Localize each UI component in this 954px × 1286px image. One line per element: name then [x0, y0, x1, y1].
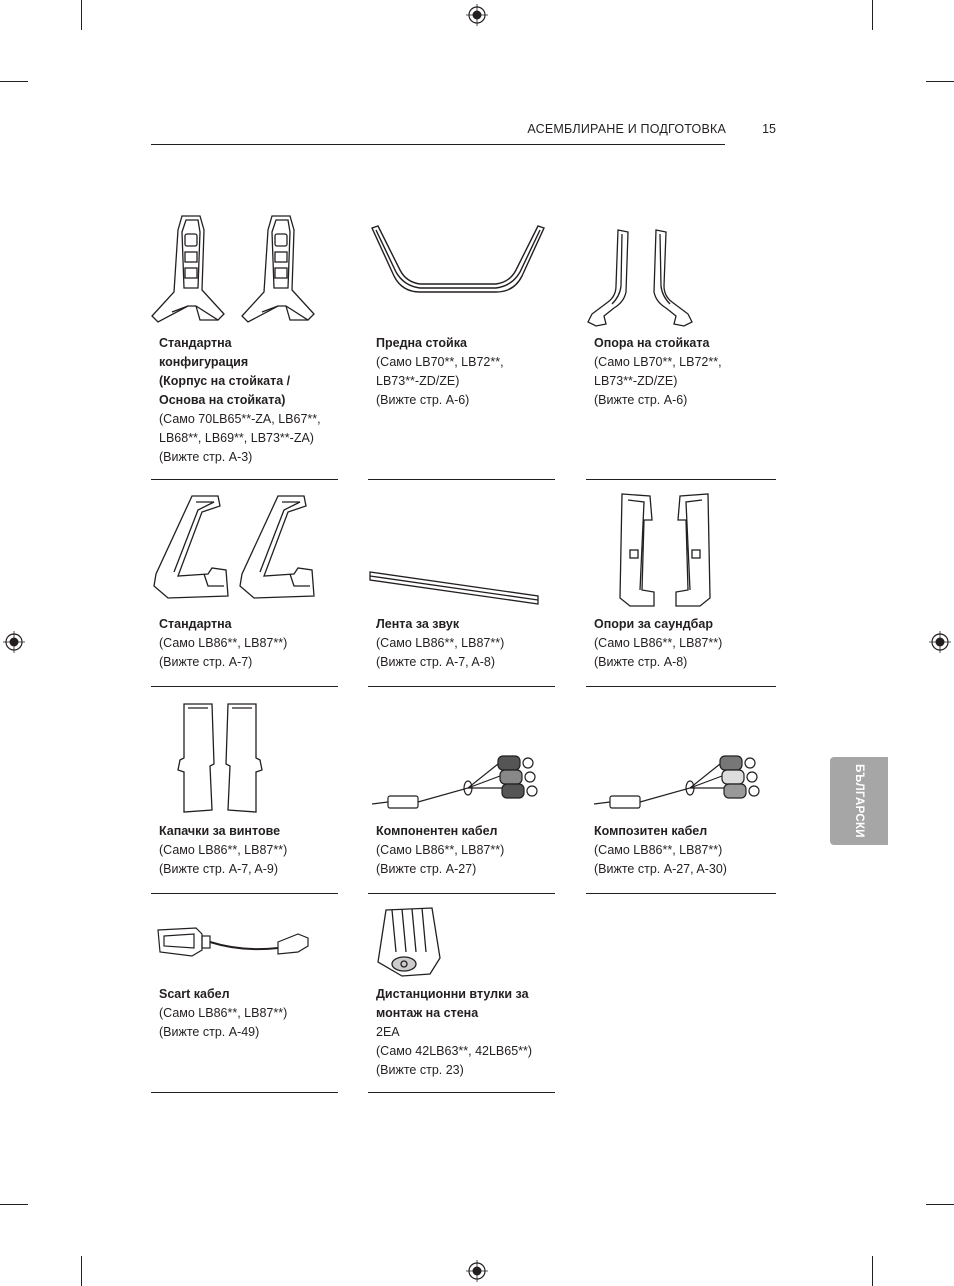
- item-label: Композитен кабел (Само LB86**, LB87**) (Вижте стр. A-27, A-30): [594, 824, 727, 876]
- wall-spacer-illustration: [372, 904, 446, 980]
- item-divider: [586, 893, 776, 894]
- component-cable-illustration: [368, 748, 544, 814]
- item-label: Лента за звук (Само LB86**, LB87**) (Вижте стр. A-7, A-8): [376, 617, 505, 669]
- item-divider: [368, 1092, 555, 1093]
- item-label: Стандартна конфигурация (Корпус на стойката / Основа на стойката) (Само 70LB65**-ZA, LB67**, LB68**, LB69**, LB73**-ZA) (Вижте стр. A-3): [159, 336, 321, 464]
- item-divider: [151, 893, 338, 894]
- crop-mark: [0, 1204, 28, 1205]
- crop-mark: [81, 1256, 82, 1286]
- registration-mark-icon: [466, 4, 488, 26]
- composite-cable-illustration: [590, 748, 766, 814]
- scart-cable-illustration: [152, 922, 312, 962]
- item-label: Опора на стойката (Само LB70**, LB72**, LB73**-ZD/ZE) (Вижте стр. A-6): [594, 336, 722, 407]
- item-label: Дистанционни втулки за монтаж на стена 2EA (Само 42LB63**, 42LB65**) (Вижте стр. 23): [376, 987, 533, 1077]
- item-divider: [151, 1092, 338, 1093]
- page-number: 15: [762, 122, 776, 136]
- item-divider: [586, 479, 776, 480]
- crop-mark: [0, 81, 28, 82]
- crop-mark: [872, 1256, 873, 1286]
- item-label: Капачки за винтове (Само LB86**, LB87**) (Вижте стр. A-7, A-9): [159, 824, 288, 876]
- stand-support-illustration: [584, 226, 704, 330]
- stand-body-base-illustration: [148, 210, 326, 330]
- item-divider: [368, 479, 555, 480]
- screw-cover-illustration: [170, 700, 270, 816]
- crop-mark: [81, 0, 82, 30]
- section-title: АСЕМБЛИРАНЕ И ПОДГОТОВКА: [527, 122, 726, 136]
- registration-mark-icon: [466, 1260, 488, 1282]
- header-divider: [151, 144, 725, 145]
- item-label: Предна стойка (Само LB70**, LB72**, LB73**-ZD/ZE) (Вижте стр. A-6): [376, 336, 504, 407]
- sound-bar-illustration: [366, 568, 544, 608]
- item-label: Компонентен кабел (Само LB86**, LB87**) (Вижте стр. A-27): [376, 824, 505, 876]
- item-divider: [586, 686, 776, 687]
- item-label: Scart кабел (Само LB86**, LB87**) (Вижте стр. A-49): [159, 987, 288, 1039]
- item-label: Стандартна (Само LB86**, LB87**) (Вижте стр. A-7): [159, 617, 288, 669]
- crop-mark: [872, 0, 873, 30]
- item-divider: [368, 893, 555, 894]
- registration-mark-icon: [3, 631, 25, 653]
- item-divider: [151, 686, 338, 687]
- language-tab: [830, 757, 888, 845]
- standard-stand-illustration: [148, 490, 328, 606]
- crop-mark: [926, 81, 954, 82]
- sound-bar-support-illustration: [610, 490, 720, 610]
- front-stand-illustration: [366, 222, 550, 294]
- crop-mark: [926, 1204, 954, 1205]
- item-divider: [151, 479, 338, 480]
- item-label: Опори за саундбар (Само LB86**, LB87**) (Вижте стр. A-8): [594, 617, 723, 669]
- item-divider: [368, 686, 555, 687]
- language-tab-label: БЪЛГАРСКИ: [853, 764, 865, 838]
- registration-mark-icon: [929, 631, 951, 653]
